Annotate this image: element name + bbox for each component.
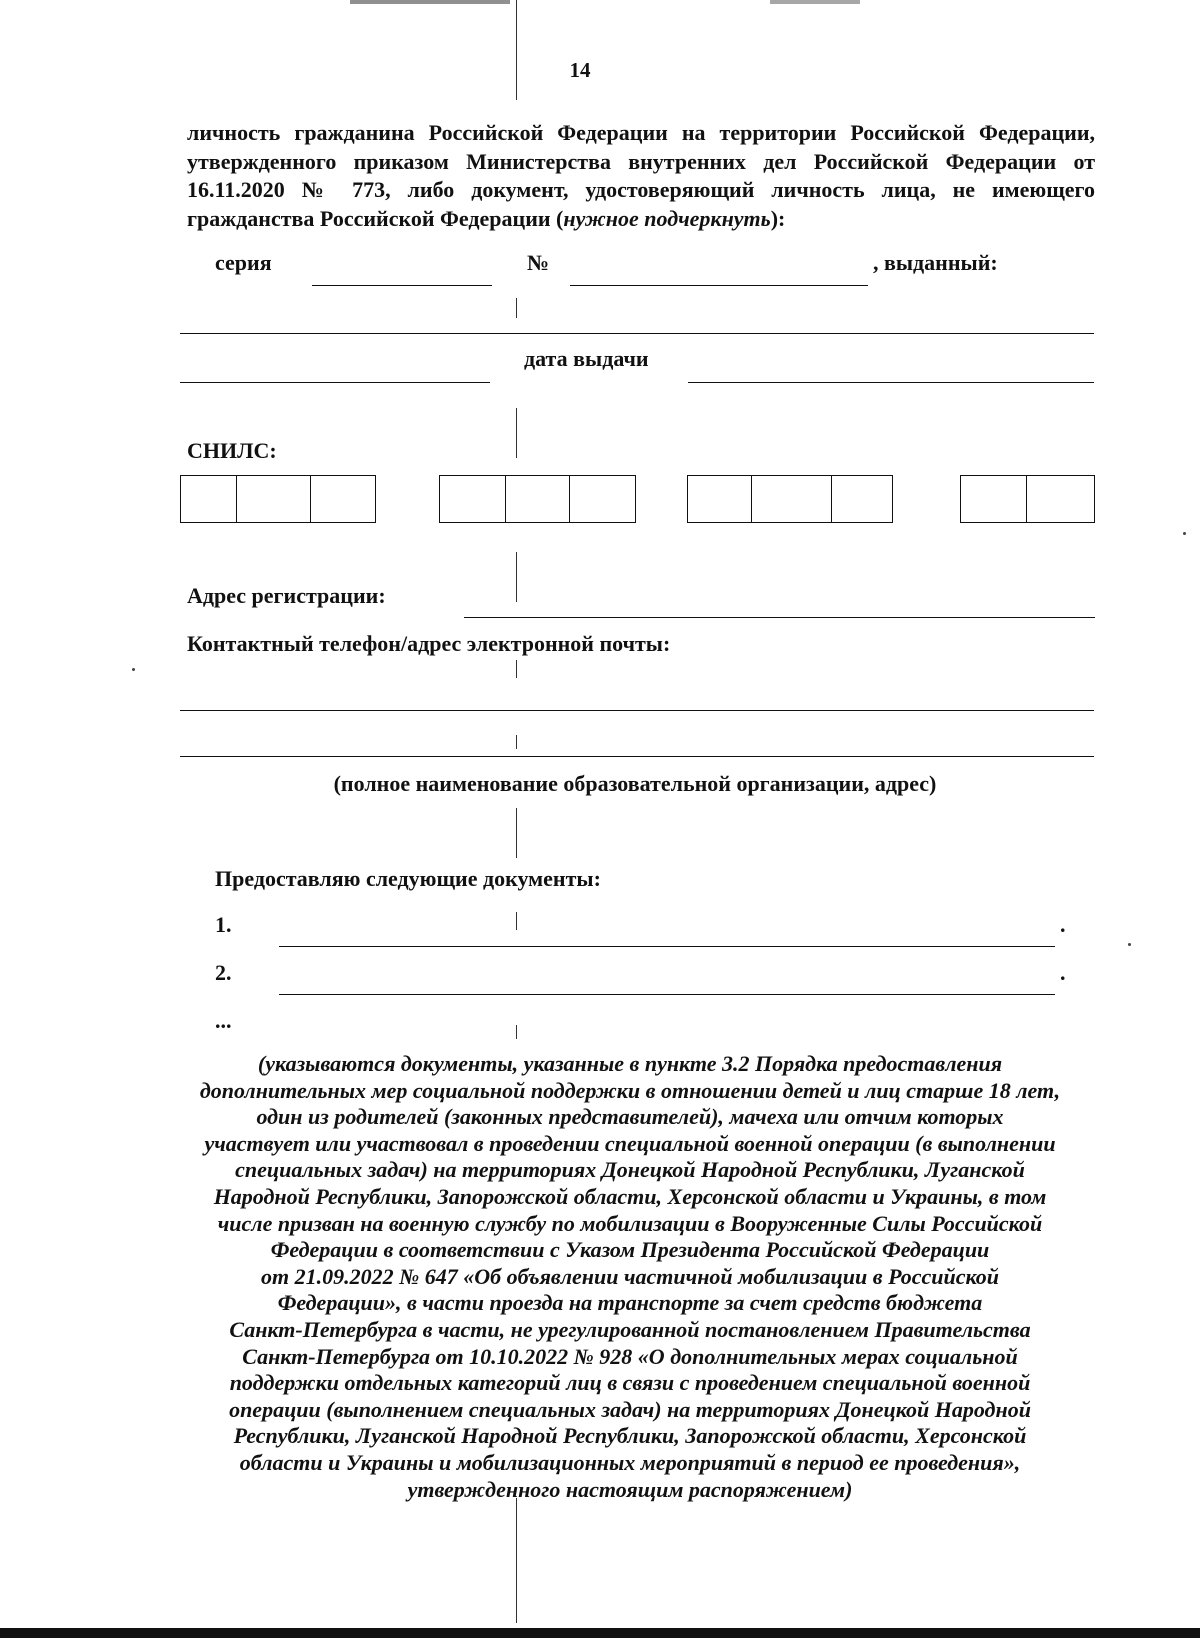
snils-digit-box[interactable]	[181, 476, 237, 522]
fold-line	[516, 552, 517, 602]
note-line: Народной Республики, Запорожской области, Херсонской области и Украины, в том	[213, 1183, 1047, 1209]
document-item-field[interactable]	[279, 994, 1055, 995]
issued-by-field[interactable]	[180, 333, 1094, 334]
documents-ellipsis: ...	[215, 1008, 232, 1033]
fold-line	[516, 660, 517, 678]
issue-date-label: дата выдачи	[524, 346, 649, 371]
snils-group-3	[687, 475, 893, 523]
snils-digit-box[interactable]	[688, 476, 752, 522]
snils-group-1	[180, 475, 376, 523]
note-line: Федерации», в части проезда на транспорте за счет средств бюджета	[277, 1290, 983, 1316]
intro-text-italic: нужное подчеркнуть	[563, 205, 771, 231]
issue-date-field[interactable]	[688, 382, 1094, 383]
scan-artifact-top	[770, 0, 860, 4]
number-field[interactable]	[570, 285, 868, 286]
snils-digit-box[interactable]	[506, 476, 570, 522]
documents-note	[175, 1051, 1085, 1503]
scan-artifact-bottom	[0, 1628, 1200, 1638]
fold-line	[516, 0, 517, 100]
contact-field[interactable]	[180, 710, 1094, 711]
note-line: Федерации в соответствии с Указом Президента Российской Федерации	[270, 1237, 990, 1263]
note-line: Санкт-Петербурга в части, не урегулированной постановлением Правительства	[229, 1316, 1031, 1342]
document-item-end: .	[1060, 960, 1066, 985]
issued-label: , выданный:	[873, 250, 998, 275]
snils-digit-box[interactable]	[570, 476, 634, 522]
intro-text-end: ):	[770, 205, 786, 231]
address-field[interactable]	[464, 617, 1095, 618]
note-line: от 21.09.2022 № 647 «Об объявлении частичной мобилизации в Российской	[260, 1263, 1000, 1289]
scan-speck	[1183, 532, 1186, 535]
fold-line	[516, 735, 517, 749]
fold-line	[516, 912, 517, 930]
fold-line	[516, 408, 517, 458]
note-line: поддержки отдельных категорий лиц в связи с проведением специальной военной	[229, 1370, 1031, 1396]
page-number: 14	[569, 58, 591, 82]
note-line: Республики, Луганской Народной Республики, Запорожской области, Херсонской	[233, 1423, 1027, 1449]
snils-digit-box[interactable]	[311, 476, 374, 522]
intro-paragraph	[187, 119, 1095, 233]
snils-digit-box[interactable]	[752, 476, 832, 522]
note-line: области и Украины и мобилизационных мероприятий в период ее проведения»,	[239, 1449, 1021, 1475]
document-item-end: .	[1060, 912, 1066, 937]
intro-text: личность гражданина Российской Федерации на территории Российской Федерации, утвержденного приказом Министерства внутренних дел Российской Федерации от 16.11.2020 № 773, либо документ, удостоверяющий личность лица, не имеющего гражданства Российской Федерации (	[187, 120, 1095, 231]
contact-label: Контактный телефон/адрес электронной почты:	[187, 631, 671, 656]
documents-heading: Предоставляю следующие документы:	[215, 866, 601, 891]
snils-digit-box[interactable]	[961, 476, 1027, 522]
scan-speck	[1128, 943, 1131, 946]
note-line: специальных задач) на территориях Донецкой Народной Республики, Луганской	[235, 1157, 1025, 1183]
snils-digit-box[interactable]	[832, 476, 891, 522]
series-field[interactable]	[312, 285, 492, 286]
fold-line	[516, 298, 517, 318]
fold-line	[516, 808, 517, 858]
number-label: №	[527, 250, 550, 275]
note-line: дополнительных мер социальной поддержки в отношении детей и лиц старше 18 лет,	[199, 1077, 1061, 1103]
organization-field[interactable]	[180, 756, 1094, 757]
document-item-field[interactable]	[279, 946, 1055, 947]
note-line: Санкт-Петербурга от 10.10.2022 № 928 «О дополнительных мерах социальной	[242, 1343, 1018, 1369]
note-line: участвует или участвовал в проведении специальной военной операции (в выполнении	[204, 1130, 1056, 1156]
note-line: один из родителей (законных представителей), мачеха или отчим которых	[256, 1104, 1004, 1130]
note-line: (указываются документы, указанные в пункте 3.2 Порядка предоставления	[257, 1051, 1003, 1076]
document-item-number: 1.	[215, 912, 232, 937]
fold-line	[516, 1025, 517, 1039]
note-line: операции (выполнением специальных задач) на территориях Донецкой Народной	[229, 1396, 1031, 1422]
snils-digit-box[interactable]	[237, 476, 311, 522]
address-label: Адрес регистрации:	[187, 583, 386, 608]
fold-line	[516, 1498, 517, 1623]
scan-artifact-top	[350, 0, 510, 4]
snils-digit-box[interactable]	[440, 476, 506, 522]
document-item-number: 2.	[215, 960, 232, 985]
snils-group-2	[439, 475, 636, 523]
scan-speck	[132, 668, 135, 671]
issued-by-field-cont[interactable]	[180, 382, 490, 383]
snils-digit-box[interactable]	[1027, 476, 1093, 522]
note-line: утвержденного настоящим распоряжением)	[407, 1476, 853, 1502]
series-label: серия	[215, 250, 272, 275]
snils-group-4	[960, 475, 1095, 523]
note-line: числе призван на военную службу по мобилизации в Вооруженные Силы Российской	[217, 1210, 1043, 1236]
organization-caption: (полное наименование образовательной организации, адрес)	[333, 771, 937, 796]
snils-label: СНИЛС:	[187, 438, 277, 463]
